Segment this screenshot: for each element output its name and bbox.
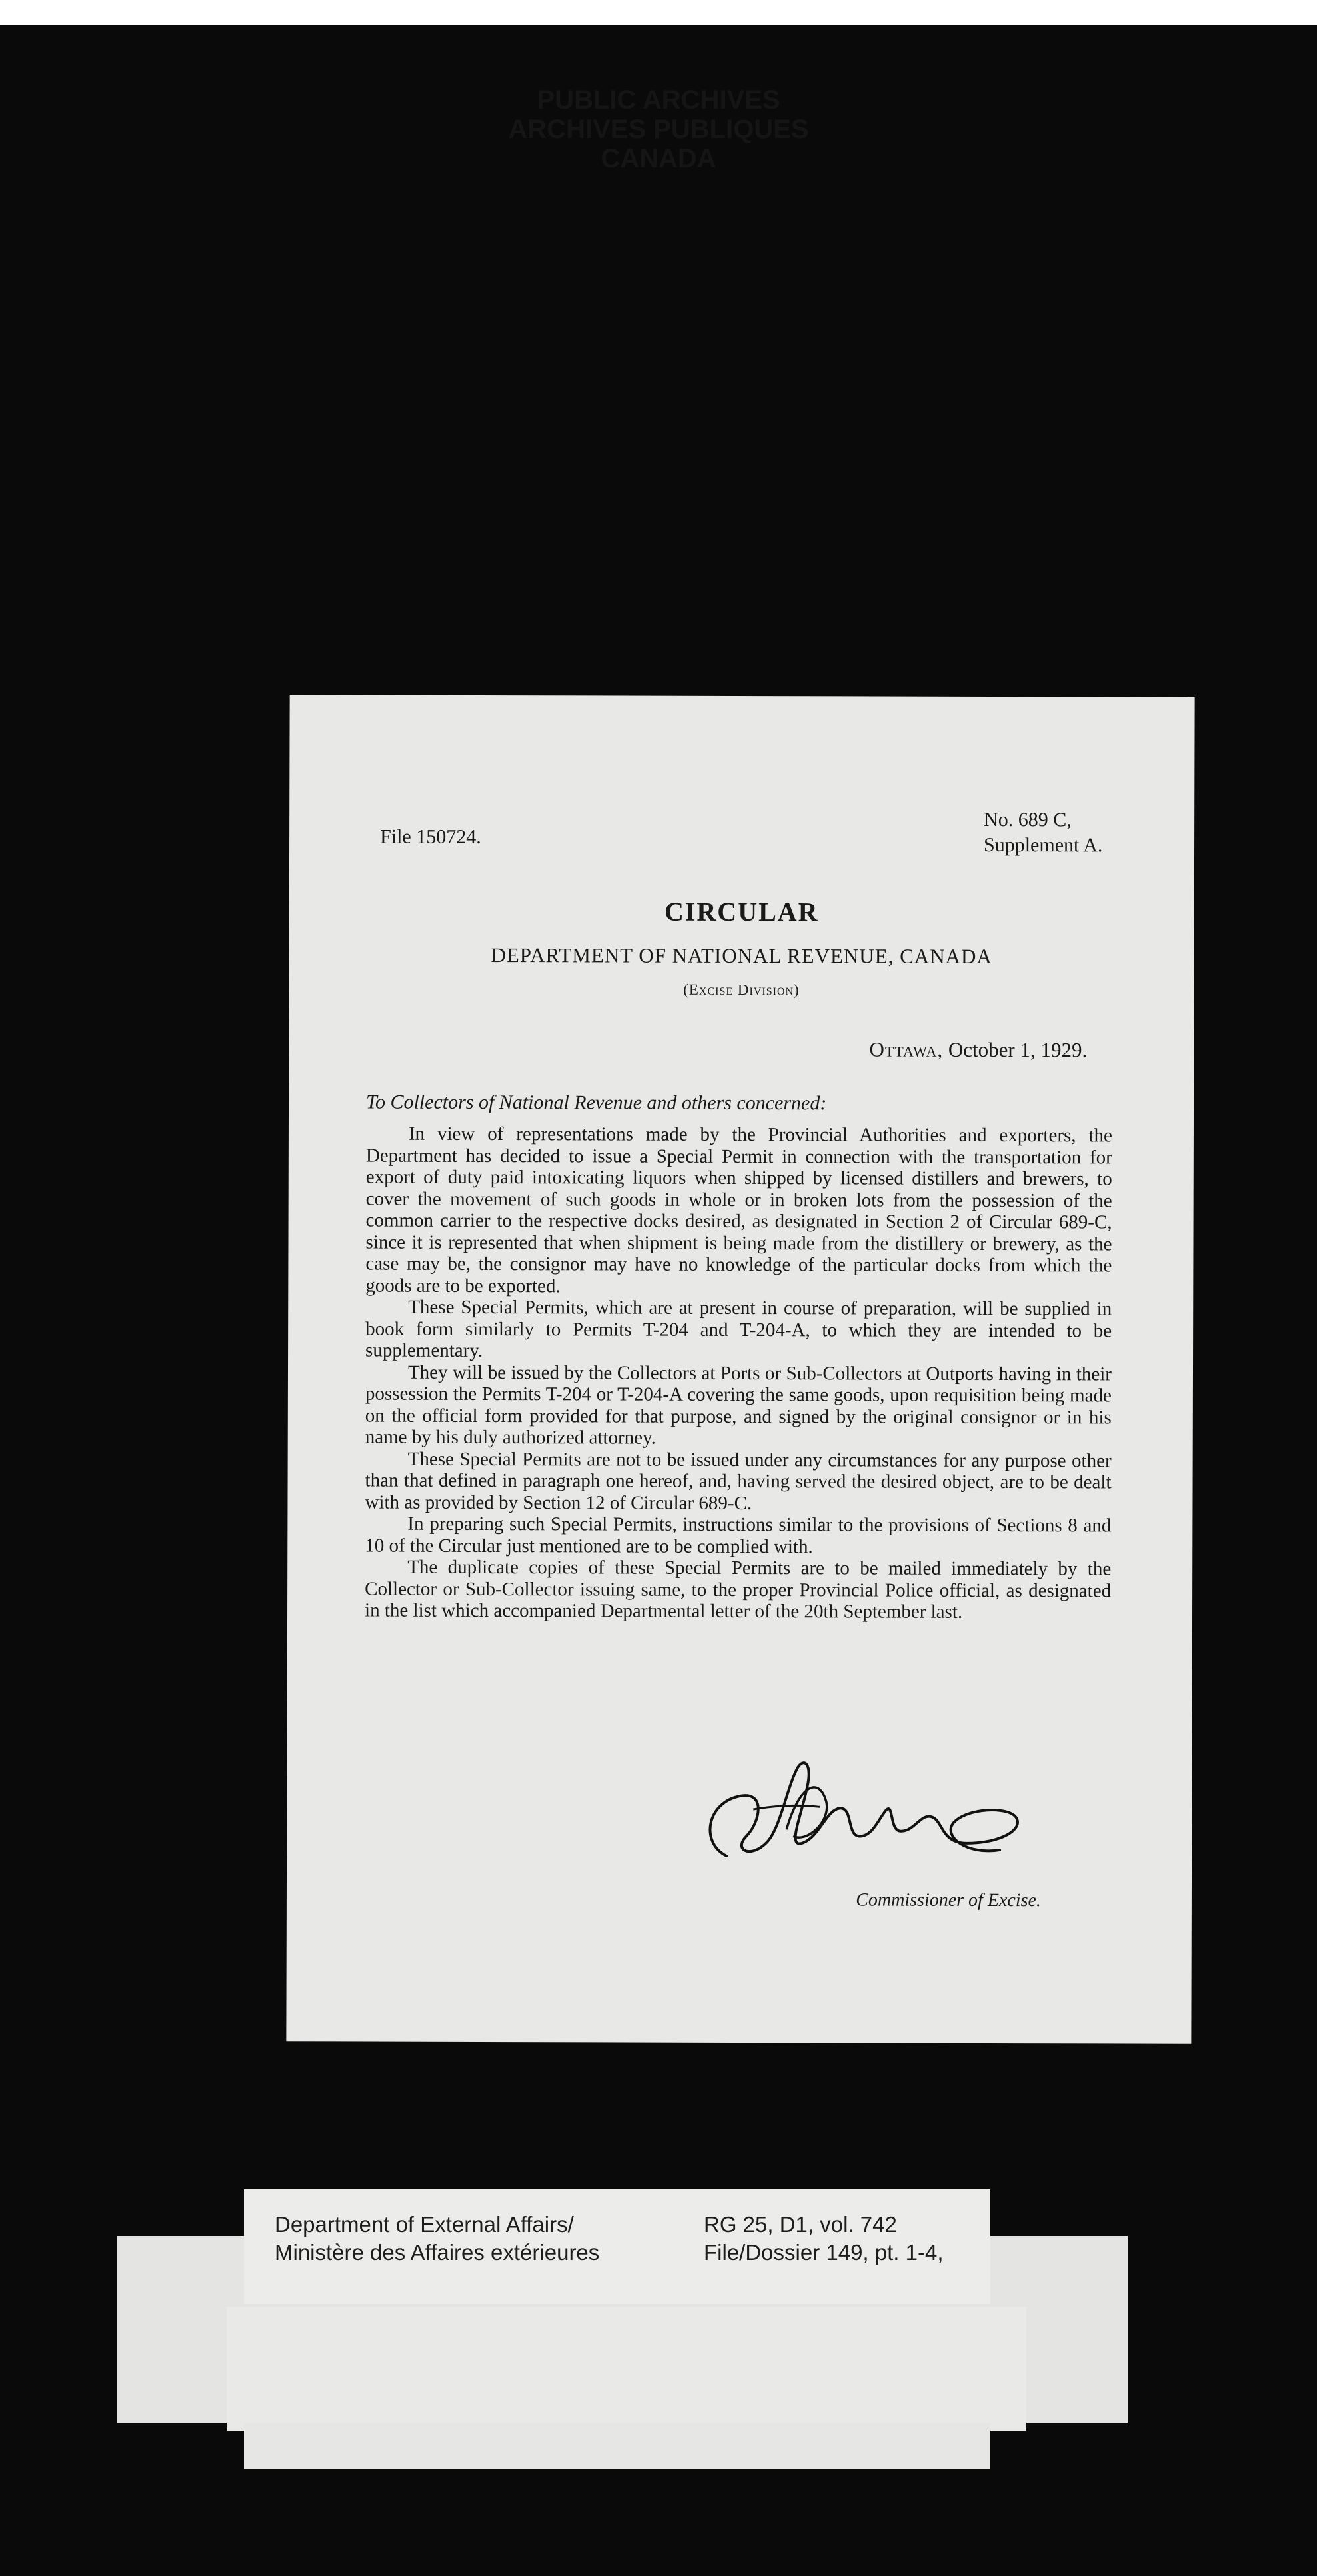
stamp-line-country: CANADA: [601, 144, 716, 173]
department-credit-fr: Ministère des Affaires extérieures: [275, 2240, 600, 2265]
circular-number-line: No. 689 C,: [984, 808, 1072, 831]
record-group-reference: [704, 2211, 944, 2267]
salutation: To Collectors of National Revenue and others concerned:: [366, 1091, 827, 1115]
label-bottom-strip: [244, 2423, 990, 2469]
signature-title: Commissioner of Excise.: [856, 1889, 1041, 1911]
stamp-line-en: PUBLIC ARCHIVES: [537, 85, 780, 115]
department-credit-en: Department of External Affairs/: [275, 2212, 574, 2237]
paragraph: In view of representations made by the Provincial Authorities and exporters, the Department has decided to issue a Special Permit in connection with the transportation for export of duty paid intoxicating liquors when shipped by licensed distillers and brewers, to cover the movement of such goods in whole or in broken lots from the possession of the common carrier to the respective docks desired, as designated in Section 2 of Circular 689-C, since it is represented that when shipment is being made from the distillery or brewery, as the case may be, the consignor may have no knowledge of the particular docks from which the goods are to be exported.: [365, 1123, 1112, 1297]
paragraph: The duplicate copies of these Special Permits are to be mailed immediately by the Collector or Sub-Collector issuing same, to the proper Provincial Police official, as designated in the list which accompanied Departmental letter of the 20th September last.: [365, 1556, 1112, 1623]
paragraph: These Special Permits are not to be issued under any circumstances for any purpose other than that defined in paragraph one hereof, and, having served the desired object, are to be dealt with as provided by Section 12 of Circular 689-C.: [365, 1448, 1112, 1514]
place-and-date: [870, 1038, 1088, 1063]
paragraph: They will be issued by the Collectors at Ports or Sub-Collectors at Outports having in their possession the Permits T-204 or T-204-A covering the same goods, upon requisition being made on the official form provided for that purpose, and signed by the original consignor or in his name by his duly authorized attorney.: [365, 1361, 1112, 1449]
department-credit: [275, 2211, 599, 2267]
paragraph: In preparing such Special Permits, instructions similar to the provisions of Sections 8 and 10 of the Circular just mentioned are to be complied with.: [365, 1513, 1112, 1557]
place: Ottawa,: [869, 1037, 944, 1061]
supplement-line: Supplement A.: [984, 833, 1103, 857]
division-heading: (Excise Division): [683, 981, 800, 999]
archives-stamp-panel: [227, 2307, 1026, 2431]
circular-number: [984, 807, 1144, 859]
document-title: CIRCULAR: [664, 896, 819, 927]
circular-document: [286, 695, 1194, 2044]
file-dossier-line: File/Dossier 149, pt. 1-4,: [704, 2240, 944, 2265]
archives-stamp-text: [0, 85, 1317, 173]
date: October 1, 1929.: [948, 1037, 1088, 1062]
archive-reference-label: [244, 2189, 990, 2304]
paragraph: These Special Permits, which are at present in course of preparation, will be supplied in book form similarly to Permits T-204 and T-204-A, to which they are intended to be supplementary.: [365, 1296, 1112, 1361]
record-group-line: RG 25, D1, vol. 742: [704, 2212, 897, 2237]
circular-body: [365, 1123, 1112, 1623]
handwritten-signature: [686, 1743, 1034, 1890]
department-heading: DEPARTMENT OF NATIONAL REVENUE, CANADA: [491, 943, 992, 968]
file-number: File 150724.: [380, 825, 481, 848]
stamp-line-fr: ARCHIVES PUBLIQUES: [508, 115, 809, 144]
